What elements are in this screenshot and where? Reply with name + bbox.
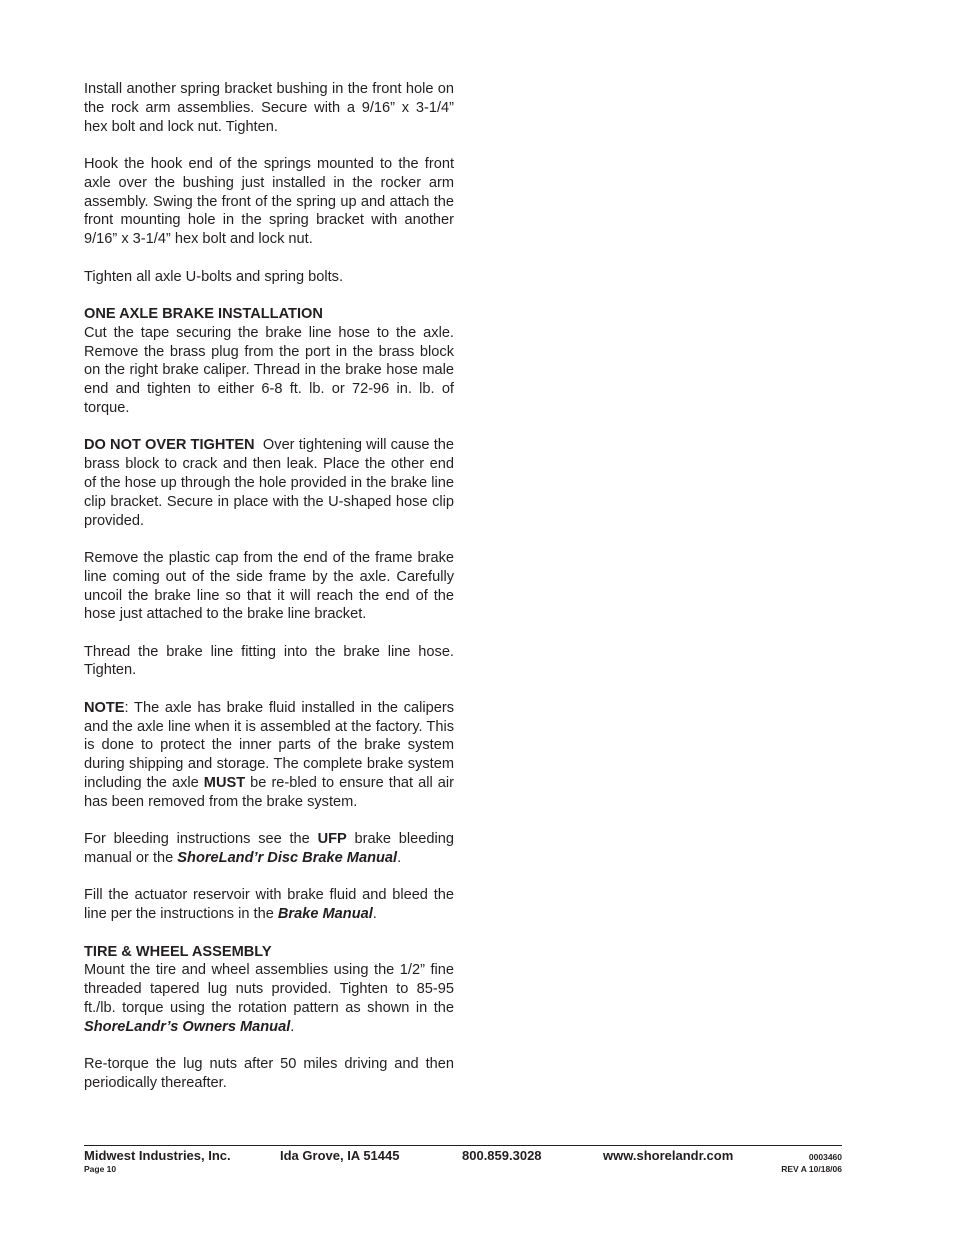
paragraph-mount-tire: Mount the tire and wheel assemblies using the 1/2” fine threaded tapered lug nuts provided. Tighten to 85-95 ft./lb. torque using the rotation pattern as shown in the ShoreLandr’s Owners Manual. [84,962,454,1035]
footer-website: www.shorelandr.com [603,1148,734,1163]
paragraph-brake-hose: Cut the tape securing the brake line hose to the axle. Remove the brass plug from the port in the brass block on the right brake caliper. Thread in the brake hose male end and tighten to either 6-8 ft. lb. or 72-96 in. lb. of torque. [84,324,454,416]
paragraph-bleeding: For bleeding instructions see the UFP brake bleeding manual or the ShoreLand’r Disc Brake Manual. [84,831,454,867]
paragraph-reservoir: Fill the actuator reservoir with brake fluid and bleed the line per the instructions in the Brake Manual. [84,887,454,923]
paragraph-note: NOTE: The axle has brake fluid installed in the calipers and the axle line when it is assembled at the factory. This is done to protect the inner parts of the brake system during shipping and storage. The complete brake system including the axle MUST be re-bled to ensure that all air has been removed from the brake system. [84,699,454,810]
paragraph-plastic-cap: Remove the plastic cap from the end of the frame brake line coming out of the side frame by the axle. Carefully uncoil the brake line so that it will reach the end of the hose just attached to the brake line bracket. [84,549,454,623]
paragraph-retorque: Re-torque the lug nuts after 50 miles driving and then periodically thereafter. [84,1056,454,1091]
footer-doc-number: 0003460 [808,1152,842,1162]
page-body [84,80,454,1111]
note-label: NOTE [84,699,125,716]
manual-title: ShoreLand’r Disc Brake Manual [177,850,398,867]
page-footer [84,1145,842,1174]
manual-title: ShoreLandr’s Owners Manual [84,1018,291,1035]
paragraph-hook-springs: Hook the hook end of the springs mounted to the front axle over the bushing just installed in the rocker arm assembly. Swing the front of the spring up and attach the front mounting hole in the spring bracket with another 9/16” x 3-1/4” hex bolt and lock nut. [84,155,454,248]
paragraph-thread-fitting: Thread the brake line fitting into the brake line hose. Tighten. [84,643,454,679]
footer-company: Midwest Industries, Inc. [84,1148,231,1163]
paragraph-tighten-bolts: Tighten all axle U-bolts and spring bolts. [84,268,344,285]
paragraph-over-tighten: DO NOT OVER TIGHTEN Over tightening will cause the brass block to crack and then leak. Place the other end of the hose up through the hole provided in the brake line clip bracket. Secure in place with the U-shaped hose clip provided. [84,437,454,529]
footer-revision: REV A 10/18/06 [781,1164,842,1174]
heading-brake-installation: ONE AXLE BRAKE INSTALLATION [84,305,323,322]
footer-phone: 800.859.3028 [462,1148,542,1163]
manual-title: Brake Manual [277,906,373,923]
heading-tire-wheel: TIRE & WHEEL ASSEMBLY [84,943,272,960]
warning-label: DO NOT OVER TIGHTEN [84,437,255,454]
footer-address: Ida Grove, IA 51445 [280,1148,400,1163]
footer-page-number: Page 10 [84,1164,117,1174]
paragraph-spring-bushing: Install another spring bracket bushing in the front hole on the rock arm assemblies. Secure with a 9/16” x 3-1/4” hex bolt and lock nut. Tighten. [84,81,454,135]
